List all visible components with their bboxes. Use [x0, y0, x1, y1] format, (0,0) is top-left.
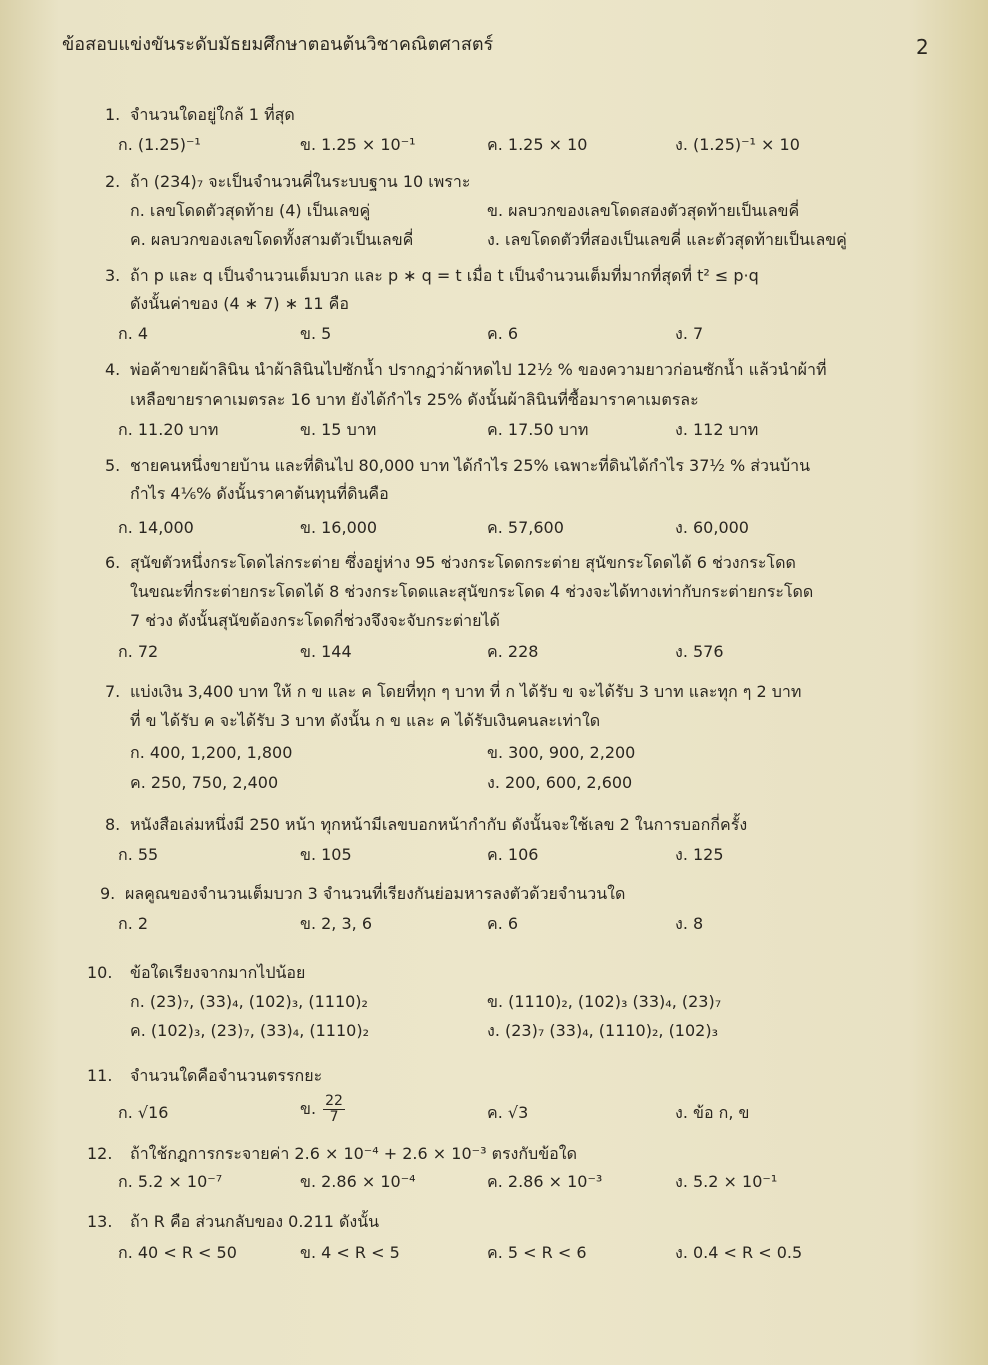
answer-choice[interactable] — [300, 134, 416, 156]
choice-text: 5 — [321, 324, 332, 343]
choice-label: ง. — [675, 324, 688, 343]
choice-text: 40 < R < 50 — [137, 1243, 237, 1262]
choice-text: 576 — [693, 642, 724, 661]
question-number: 12. — [87, 1144, 113, 1163]
answer-choice[interactable] — [118, 913, 148, 935]
choice-label: ง. — [675, 845, 688, 864]
choice-label: ก. — [118, 1103, 133, 1122]
question-stem: เหลือขายราคาเมตรละ 16 บาท ยังได้กำไร 25% ดังนั้นผ้าลินินที่ซื้อมาราคาเมตรละ — [130, 390, 699, 409]
choice-label: ก. — [118, 1172, 133, 1191]
answer-choice[interactable] — [675, 641, 724, 663]
answer-choice[interactable] — [487, 1242, 587, 1264]
answer-choice[interactable] — [130, 742, 292, 764]
choice-text: (23)₇, (33)₄, (102)₃, (1110)₂ — [149, 992, 368, 1011]
choice-text: 2 — [137, 914, 149, 933]
choice-text: 14,000 — [137, 518, 194, 537]
choice-text: √3 — [507, 1103, 529, 1122]
answer-choice[interactable] — [118, 1171, 222, 1193]
choice-label: ค. — [130, 230, 146, 249]
choice-label: ก. — [118, 324, 133, 343]
choice-label: ก. — [118, 642, 133, 661]
question-stem: แบ่งเงิน 3,400 บาท ให้ ก ข และ ค โดยที่ทุก ๆ บาท ที่ ก ได้รับ ข จะได้รับ 3 บาท และทุก ๆ 2 บาท — [130, 682, 802, 701]
choice-text: 16,000 — [321, 518, 378, 537]
choice-text: 250, 750, 2,400 — [150, 773, 279, 792]
fraction — [323, 1094, 345, 1125]
question-stem: ถ้าใช้กฎการกระจายค่า 2.6 × 10⁻⁴ + 2.6 × 10⁻³ ตรงกับข้อใด — [130, 1144, 577, 1163]
choice-label: ค. — [487, 135, 503, 154]
answer-choice[interactable] — [487, 991, 721, 1013]
choice-label: ก. — [118, 420, 133, 439]
answer-choice[interactable] — [300, 641, 352, 663]
answer-choice[interactable] — [675, 1242, 802, 1264]
answer-choice[interactable] — [300, 419, 376, 441]
choice-label: ข. — [300, 420, 317, 439]
question-number: 2. — [105, 172, 121, 191]
choice-text: 7 — [693, 324, 704, 343]
answer-choice[interactable] — [118, 323, 148, 345]
choice-label: ข. — [300, 1172, 317, 1191]
answer-choice[interactable] — [118, 1242, 237, 1264]
choice-label: ข. — [300, 845, 317, 864]
question-stem: ถ้า (234)₇ จะเป็นจำนวนคี่ในระบบฐาน 10 เพราะ — [130, 172, 471, 191]
answer-choice[interactable] — [675, 1171, 777, 1193]
answer-choice[interactable] — [675, 913, 703, 935]
choice-label: ง. — [675, 914, 688, 933]
choice-label: ง. — [487, 773, 500, 792]
choice-text: 228 — [507, 642, 539, 661]
choice-label: ก. — [118, 1243, 133, 1262]
choice-text: 5 < R < 6 — [507, 1243, 587, 1262]
question-number: 10. — [87, 963, 113, 982]
choice-label: ข. — [300, 518, 317, 537]
choice-label: ค. — [130, 1021, 146, 1040]
choice-text: 2.86 × 10⁻³ — [507, 1172, 603, 1191]
choice-text: 6 — [507, 324, 519, 343]
fraction-denominator: 7 — [329, 1109, 339, 1125]
choice-text: ผลบวกของเลขโดดสองตัวสุดท้ายเป็นเลขคี่ — [508, 201, 800, 220]
choice-label: ข. — [300, 135, 317, 154]
choice-label: ง. — [675, 1172, 688, 1191]
question-number: 1. — [105, 105, 121, 124]
question-stem: ที่ ข ได้รับ ค จะได้รับ 3 บาท ดังนั้น ก ข และ ค ได้รับเงินคนละเท่าใด — [130, 711, 601, 730]
choice-text: 11.20 บาท — [137, 420, 219, 439]
answer-choice[interactable] — [300, 323, 331, 345]
choice-label: ค. — [487, 324, 503, 343]
question-stem: ถ้า R คือ ส่วนกลับของ 0.211 ดังนั้น — [130, 1212, 380, 1231]
choice-text: (1.25)⁻¹ × 10 — [693, 135, 800, 154]
choice-label: ค. — [487, 420, 503, 439]
choice-text: (23)₇ (33)₄, (1110)₂, (102)₃ — [505, 1021, 718, 1040]
choice-text: 125 — [693, 845, 724, 864]
choice-label: ง. — [675, 420, 688, 439]
question-number: 5. — [105, 456, 121, 475]
question-number: 8. — [105, 815, 121, 834]
choice-text: 5.2 × 10⁻⁷ — [137, 1172, 223, 1191]
question-number: 9. — [100, 884, 116, 903]
choice-label: ง. — [675, 1103, 688, 1122]
choice-text: 57,600 — [507, 518, 564, 537]
answer-choice[interactable] — [675, 419, 758, 441]
answer-choice[interactable] — [487, 200, 799, 222]
choice-label: ข. — [487, 992, 504, 1011]
choice-label: ง. — [675, 518, 688, 537]
answer-choice[interactable] — [487, 323, 518, 345]
answer-choice[interactable] — [300, 913, 372, 935]
question-stem: ดังนั้นค่าของ (4 ∗ 7) ∗ 11 คือ — [130, 294, 349, 313]
answer-choice[interactable] — [300, 517, 377, 539]
choice-label: ข. — [487, 743, 504, 762]
choice-text: 72 — [137, 642, 159, 661]
answer-choice[interactable] — [487, 419, 588, 441]
choice-text: ข้อ ก, ข — [693, 1103, 750, 1122]
choice-label: ข. — [300, 1243, 317, 1262]
choice-text: 106 — [507, 845, 539, 864]
question-number: 3. — [105, 266, 121, 285]
choice-text: 105 — [321, 845, 352, 864]
question-stem: ชายคนหนึ่งขายบ้าน และที่ดินไป 80,000 บาท ได้กำไร 25% เฉพาะที่ดินได้กำไร 37½ % ส่วนบ้าน — [130, 456, 811, 475]
answer-choice[interactable] — [118, 419, 218, 441]
answer-choice[interactable] — [300, 1094, 347, 1125]
question-stem: สุนัขตัวหนึ่งกระโดดไล่กระต่าย ซึ่งอยู่ห่าง 95 ช่วงกระโดดกระต่าย สุนัขกระโดดได้ 6 ช่วงกระโดด — [130, 553, 796, 572]
answer-choice[interactable] — [487, 517, 564, 539]
choice-label: ก. — [130, 992, 145, 1011]
choice-text: 60,000 — [693, 518, 749, 537]
question-stem: ผลคูณของจำนวนเต็มบวก 3 จำนวนที่เรียงกันย่อมหารลงตัวด้วยจำนวนใด — [125, 884, 626, 903]
question-stem: ถ้า p และ q เป็นจำนวนเต็มบวก และ p ∗ q = t เมื่อ t เป็นจำนวนเต็มที่มากที่สุดที่ t² ≤ p·q — [130, 266, 759, 285]
choice-text: 17.50 บาท — [507, 420, 589, 439]
answer-choice[interactable] — [487, 229, 847, 251]
question-stem: จำนวนใดอยู่ใกล้ 1 ที่สุด — [130, 105, 295, 124]
answer-choice[interactable] — [675, 134, 800, 156]
question-stem: ในขณะที่กระต่ายกระโดดได้ 8 ช่วงกระโดดและสุนัขกระโดด 4 ช่วงจะได้ทางเท่ากับกระต่ายกระโดด — [130, 582, 814, 601]
choice-label: ข. — [487, 201, 504, 220]
question-number: 4. — [105, 360, 121, 379]
choice-label: ง. — [487, 230, 500, 249]
choice-text: 2, 3, 6 — [321, 914, 373, 933]
choice-label: ค. — [487, 1172, 503, 1191]
page-header-title: ข้อสอบแข่งขันระดับมัธยมศึกษาตอนต้นวิชาคณิตศาสตร์ — [62, 34, 494, 55]
answer-choice[interactable] — [487, 1171, 602, 1193]
answer-choice[interactable] — [118, 844, 158, 866]
choice-text: 8 — [693, 914, 704, 933]
choice-label: ก. — [118, 914, 133, 933]
question-number: 6. — [105, 553, 121, 572]
choice-text: 4 — [137, 324, 149, 343]
choice-text: 144 — [321, 642, 352, 661]
choice-text: 200, 600, 2,600 — [505, 773, 633, 792]
fraction-numerator: 22 — [325, 1093, 343, 1109]
page-number: 2 — [916, 35, 929, 59]
answer-choice[interactable] — [300, 1171, 416, 1193]
answer-choice[interactable] — [487, 641, 538, 663]
choice-text: 5.2 × 10⁻¹ — [693, 1172, 778, 1191]
question-stem: 7 ช่วง ดังนั้นสุนัขต้องกระโดดกี่ช่วงจึงจะจับกระต่ายได้ — [130, 611, 500, 630]
choice-label: ง. — [487, 1021, 500, 1040]
choice-text: เลขโดดตัวสุดท้าย (4) เป็นเลขคู่ — [149, 201, 371, 220]
answer-choice[interactable] — [487, 844, 538, 866]
choice-label: ข. — [300, 1099, 317, 1118]
choice-text: 55 — [137, 845, 159, 864]
choice-label: ค. — [487, 1103, 503, 1122]
answer-choice[interactable] — [118, 1102, 168, 1124]
choice-label: ค. — [487, 1243, 503, 1262]
choice-text: √16 — [137, 1103, 169, 1122]
choice-label: ก. — [130, 201, 145, 220]
question-stem: หนังสือเล่มหนึ่งมี 250 หน้า ทุกหน้ามีเลขบอกหน้ากำกับ ดังนั้นจะใช้เลข 2 ในการบอกกี่ครั้ง — [130, 815, 748, 834]
answer-choice[interactable] — [487, 1102, 528, 1124]
answer-choice[interactable] — [487, 742, 635, 764]
question-number: 11. — [87, 1066, 113, 1085]
choice-text: เลขโดดตัวที่สองเป็นเลขคี่ และตัวสุดท้ายเป็นเลขคู่ — [505, 230, 847, 249]
choice-label: ค. — [487, 518, 503, 537]
answer-choice[interactable] — [130, 991, 368, 1013]
choice-text: (1110)₂, (102)₃ (33)₄, (23)₇ — [508, 992, 722, 1011]
choice-text: 1.25 × 10 — [507, 135, 588, 154]
choice-label: ข. — [300, 324, 317, 343]
choice-text: 400, 1,200, 1,800 — [149, 743, 293, 762]
answer-choice[interactable] — [675, 844, 724, 866]
choice-label: ข. — [300, 642, 317, 661]
answer-choice[interactable] — [130, 200, 370, 222]
choice-label: ค. — [487, 845, 503, 864]
question-stem: จำนวนใดคือจำนวนตรรกยะ — [130, 1066, 323, 1085]
question-stem: ข้อใดเรียงจากมากไปน้อย — [130, 963, 306, 982]
answer-choice[interactable] — [487, 772, 632, 794]
answer-choice[interactable] — [130, 229, 413, 251]
choice-text: 2.86 × 10⁻⁴ — [321, 1172, 416, 1191]
choice-label: ก. — [130, 743, 145, 762]
answer-choice[interactable] — [130, 1020, 369, 1042]
choice-text: 15 บาท — [321, 420, 377, 439]
question-stem: กำไร 4⅙% ดังนั้นราคาต้นทุนที่ดินคือ — [130, 484, 389, 503]
choice-label: ก. — [118, 135, 133, 154]
question-number: 7. — [105, 682, 121, 701]
choice-text: 6 — [507, 914, 519, 933]
choice-label: ง. — [675, 642, 688, 661]
choice-text: 300, 900, 2,200 — [508, 743, 636, 762]
answer-choice[interactable] — [118, 517, 194, 539]
answer-choice[interactable] — [675, 323, 703, 345]
choice-text: 112 บาท — [693, 420, 759, 439]
choice-label: ค. — [130, 773, 146, 792]
answer-choice[interactable] — [487, 1020, 718, 1042]
answer-choice[interactable] — [130, 772, 278, 794]
choice-label: ค. — [487, 914, 503, 933]
choice-text: 4 < R < 5 — [321, 1243, 400, 1262]
choice-text: 0.4 < R < 0.5 — [693, 1243, 803, 1262]
choice-label: ก. — [118, 518, 133, 537]
choice-label: ก. — [118, 845, 133, 864]
answer-choice[interactable] — [300, 844, 352, 866]
choice-label: ข. — [300, 914, 317, 933]
answer-choice[interactable] — [675, 1102, 749, 1124]
choice-label: ง. — [675, 135, 688, 154]
choice-text: (1.25)⁻¹ — [137, 135, 201, 154]
question-number: 13. — [87, 1212, 113, 1231]
answer-choice[interactable] — [118, 134, 201, 156]
answer-choice[interactable] — [487, 134, 587, 156]
answer-choice[interactable] — [487, 913, 518, 935]
choice-text: ผลบวกของเลขโดดทั้งสามตัวเป็นเลขคี่ — [150, 230, 414, 249]
answer-choice[interactable] — [300, 1242, 400, 1264]
choice-label: ค. — [487, 642, 503, 661]
answer-choice[interactable] — [118, 641, 158, 663]
choice-label: ง. — [675, 1243, 688, 1262]
choice-text: (102)₃, (23)₇, (33)₄, (1110)₂ — [150, 1021, 369, 1040]
answer-choice[interactable] — [675, 517, 749, 539]
choice-text: 1.25 × 10⁻¹ — [321, 135, 416, 154]
question-stem: พ่อค้าขายผ้าลินิน นำผ้าลินินไปซักน้ำ ปรากฏว่าผ้าหดไป 12½ % ของความยาวก่อนซักน้ำ แล้วนำผ้าที่ — [130, 360, 827, 379]
